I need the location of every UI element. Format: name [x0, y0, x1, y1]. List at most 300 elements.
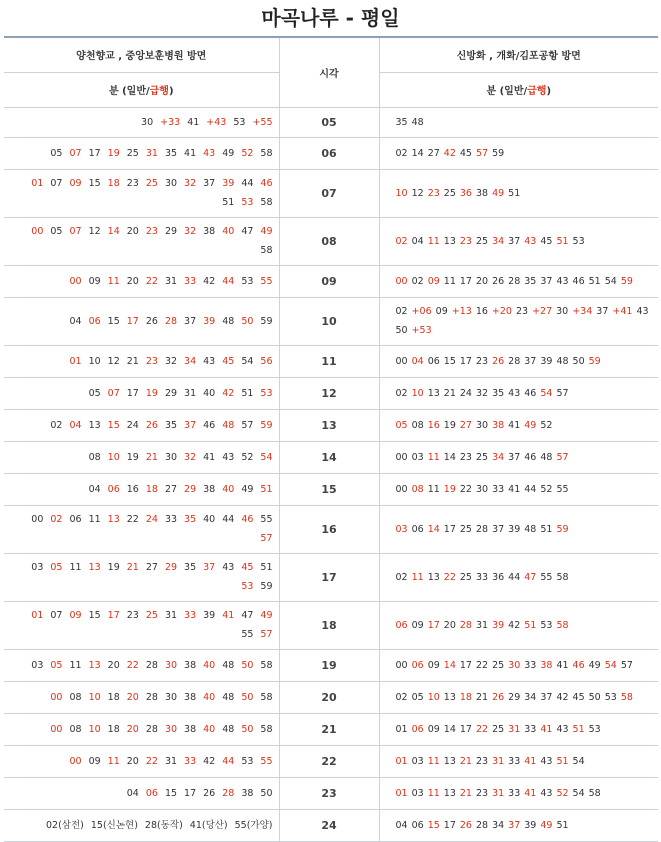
minute: 28 [508, 275, 521, 287]
express-minute: 38 [492, 419, 505, 431]
minute: 04 [88, 483, 101, 495]
minute: 43 [540, 787, 553, 799]
express-minute: 29 [184, 483, 197, 495]
left-minutes-cell [4, 377, 279, 409]
table-row [4, 441, 658, 473]
express-minute: 19 [107, 147, 120, 159]
right-minutes-cell [379, 169, 658, 217]
minute: 08 [69, 723, 82, 735]
right-minutes-cell [379, 217, 658, 265]
express-minute: 24 [145, 514, 158, 525]
express-minute: 26 [492, 355, 505, 367]
minute: 09 [427, 723, 440, 735]
minute: 29 [164, 226, 178, 237]
minute: 44 [508, 571, 521, 583]
express-minute: 41 [524, 787, 537, 799]
table-row [4, 409, 658, 441]
minute: 17 [459, 659, 472, 671]
minute: 35 [395, 116, 408, 128]
express-minute: 04 [69, 419, 82, 431]
express-minute: 00 [50, 691, 63, 703]
minute: 15 [88, 610, 101, 621]
minute: 46 [524, 451, 537, 463]
minute: 48 [222, 723, 235, 735]
minute: 36 [492, 571, 505, 583]
minute: 49 [588, 659, 601, 671]
minute: 37 [596, 306, 609, 317]
minute: 55 [540, 571, 553, 583]
minute: 43 [508, 387, 521, 399]
minute: 52 [241, 451, 254, 463]
minute: 27 [145, 562, 158, 573]
minute: 11 [69, 659, 82, 671]
table-row [4, 137, 658, 169]
express-minute: 06 [411, 723, 424, 735]
minute: 41 [508, 419, 521, 431]
minute: 35 [164, 419, 178, 431]
minute: 24 [459, 387, 472, 399]
minute: 33 [524, 659, 537, 671]
express-minute: 11 [427, 787, 440, 799]
minute: 37 [540, 691, 553, 703]
minute: 05 [50, 147, 63, 159]
minute: 23 [475, 787, 489, 799]
minute: 42 [203, 275, 216, 287]
left-minute-legend: 분 (일반/급행) [4, 72, 279, 107]
hour-cell: 14 [279, 441, 379, 473]
minute: 48 [411, 116, 424, 128]
minute: 04 [126, 787, 139, 799]
left-minutes-cell [4, 137, 279, 169]
express-minute: 51 [524, 619, 537, 631]
minute: 22 [459, 483, 472, 495]
express-minute: 21 [145, 451, 158, 463]
minute: 46 [203, 419, 216, 431]
minute: 06 [411, 819, 424, 831]
minute: 30 [164, 178, 178, 189]
minute: 57 [556, 387, 569, 399]
minute: 04 [395, 819, 408, 831]
express-minute: 17 [107, 610, 120, 621]
minute: 25 [475, 451, 489, 463]
express-minute: 54 [260, 451, 273, 463]
express-minute: 30 [508, 659, 521, 671]
express-minute: 46 [260, 178, 273, 189]
minute: 35 [524, 275, 537, 287]
express-minute: 21 [459, 787, 472, 799]
minute: 51 [540, 523, 553, 535]
express-minute: 40 [203, 659, 216, 671]
hour-cell: 11 [279, 345, 379, 377]
minute: 27 [427, 147, 440, 159]
express-minute: 18 [145, 483, 158, 495]
minute: 48 [524, 523, 537, 535]
minute: 58 [260, 723, 273, 735]
express-minute: 42 [222, 387, 235, 399]
express-minute: 49 [260, 610, 273, 621]
minute: 38 [184, 691, 197, 703]
minute: 13 [443, 691, 456, 703]
minute: 30 [475, 419, 489, 431]
express-minute: 58 [620, 691, 633, 703]
express-minute: 09 [69, 610, 82, 621]
minute: 05 [88, 387, 101, 399]
hour-cell: 13 [279, 409, 379, 441]
minute: 59 [260, 581, 273, 592]
minute: 28 [475, 819, 489, 831]
table-row [4, 217, 658, 265]
minute: 41 [184, 147, 197, 159]
express-minute: 31 [145, 147, 158, 159]
minute: 50 [572, 355, 585, 367]
minute: 14 [443, 723, 456, 735]
right-minutes-cell [379, 681, 658, 713]
express-minute: 34 [184, 355, 197, 367]
minute: 53 [241, 275, 254, 287]
express-minute: 43 [524, 235, 537, 247]
minute: 11 [88, 514, 101, 525]
express-minute: +27 [532, 306, 553, 317]
express-minute: 57 [260, 629, 273, 640]
hour-cell: 09 [279, 265, 379, 297]
minute: 12 [107, 355, 120, 367]
minute: 53 [604, 691, 617, 703]
express-minute: 50 [241, 315, 254, 327]
minute: 23 [459, 451, 472, 463]
express-minute: 01 [395, 787, 408, 799]
minute: 02 [395, 571, 408, 583]
minute: 04 [411, 235, 424, 247]
express-minute: 10 [411, 387, 424, 399]
minute: 17 [443, 819, 456, 831]
minute: 30 [164, 451, 178, 463]
minute: 23 [475, 755, 489, 767]
express-minute: 23 [427, 187, 440, 199]
express-minute: 53 [260, 387, 273, 399]
express-minute: 45 [241, 562, 254, 573]
minute: 26 [492, 275, 505, 287]
minute: 37 [540, 275, 553, 287]
right-minutes-cell [379, 377, 658, 409]
minute: 37 [508, 451, 521, 463]
minute: 53 [233, 116, 246, 128]
express-minute: 32 [184, 451, 197, 463]
right-minute-legend: 분 (일반/급행) [379, 72, 658, 107]
right-minutes-cell [379, 441, 658, 473]
minute: 28 [508, 355, 521, 367]
minute: 44 [241, 178, 254, 189]
express-minute: 00 [69, 755, 82, 767]
table-row [4, 297, 658, 345]
hour-cell: 06 [279, 137, 379, 169]
minute: 31 [164, 610, 178, 621]
minute: 43 [222, 562, 235, 573]
minute: 09 [88, 275, 101, 287]
minute: 39 [524, 819, 537, 831]
table-row [4, 169, 658, 217]
minute: 59 [492, 147, 505, 159]
express-minute: 27 [459, 419, 472, 431]
table-row [4, 553, 658, 601]
minute: 33 [508, 755, 521, 767]
minute: 31 [475, 619, 489, 631]
minute: 48 [222, 315, 235, 327]
express-minute: 33 [184, 275, 197, 287]
express-minute: 25 [145, 178, 158, 189]
minute: 58 [260, 691, 273, 703]
minute: 11 [443, 275, 456, 287]
express-minute: 05 [50, 562, 63, 573]
left-minutes-cell [4, 713, 279, 745]
express-minute: 41 [524, 755, 537, 767]
express-minute: 23 [145, 226, 158, 237]
minute: 23 [515, 306, 529, 317]
minute: 53 [540, 619, 553, 631]
express-minute: 07 [69, 147, 82, 159]
right-minutes-cell [379, 137, 658, 169]
left-minutes-cell [4, 409, 279, 441]
express-minute: 34 [492, 235, 505, 247]
minute: 23 [475, 355, 489, 367]
minute: 44 [524, 483, 537, 495]
minute: 08 [411, 419, 424, 431]
express-minute: 51 [260, 483, 273, 495]
minute: 23 [126, 610, 139, 621]
minute: 41 [508, 483, 521, 495]
right-minutes-cell [379, 265, 658, 297]
express-minute: +13 [451, 306, 472, 317]
express-minute: 10 [88, 723, 101, 735]
hour-cell: 23 [279, 777, 379, 809]
minute: 02 [50, 419, 63, 431]
express-minute: 45 [222, 355, 235, 367]
minute: 01 [395, 723, 408, 735]
minute: 58 [260, 245, 273, 256]
minute: 47 [241, 610, 254, 621]
minute: 46 [524, 387, 537, 399]
express-minute: 59 [556, 523, 569, 535]
express-minute: 53 [241, 197, 254, 208]
express-minute: 11 [427, 235, 440, 247]
minute: 30 [164, 691, 178, 703]
minute: 13 [443, 235, 456, 247]
express-minute: 39 [203, 315, 216, 327]
express-minute: 58 [556, 619, 569, 631]
minute: 41 [187, 116, 200, 128]
express-minute: 06 [411, 659, 424, 671]
express-minute: 39 [492, 619, 505, 631]
express-minute: 15 [107, 419, 120, 431]
left-minutes-cell [4, 345, 279, 377]
minute: 51 [556, 819, 569, 831]
hour-cell: 18 [279, 601, 379, 649]
minute: 09 [427, 659, 440, 671]
express-minute: 01 [69, 355, 82, 367]
left-minutes-cell [4, 297, 279, 345]
left-minutes-cell [4, 107, 279, 137]
express-minute: 31 [508, 723, 521, 735]
express-minute: 10 [88, 691, 101, 703]
express-minute: 14 [107, 226, 120, 237]
minute: 04 [69, 315, 82, 327]
minute: 21 [475, 691, 489, 703]
minute: 15 [164, 787, 178, 799]
minute: 51 [588, 275, 601, 287]
minute: 43 [556, 275, 569, 287]
express-minute: 51 [572, 723, 585, 735]
page-title: 마곡나루 - 평일 [261, 6, 400, 30]
minute: 26 [203, 787, 216, 799]
express-minute: 55 [260, 275, 273, 287]
express-minute: 46 [241, 514, 254, 525]
minute: 20 [443, 619, 456, 631]
express-minute: 28 [459, 619, 472, 631]
minute: 50 [588, 691, 601, 703]
minute: 15(신논현) [90, 819, 138, 831]
express-minute: 44 [222, 755, 235, 767]
left-minutes-cell [4, 473, 279, 505]
express-minute: 54 [540, 387, 553, 399]
minute: 39 [508, 523, 521, 535]
minute: 38 [184, 659, 197, 671]
minute: 47 [241, 226, 254, 237]
minute: 51 [508, 187, 521, 199]
minute: 33 [524, 723, 537, 735]
minute: 55 [556, 483, 569, 495]
minute: 19 [443, 419, 456, 431]
express-minute: 50 [241, 659, 254, 671]
express-minute: 34 [492, 451, 505, 463]
express-minute: 54 [604, 659, 617, 671]
minute: 05 [50, 226, 63, 237]
express-minute: 51 [556, 235, 569, 247]
minute: 28 [475, 523, 489, 535]
hour-cell: 15 [279, 473, 379, 505]
minute: 48 [222, 659, 235, 671]
minute: 40 [203, 514, 216, 525]
express-minute: 06 [88, 315, 101, 327]
express-minute: 49 [524, 419, 537, 431]
hour-cell: 05 [279, 107, 379, 137]
express-minute: 41 [222, 610, 235, 621]
minute: 42 [556, 691, 569, 703]
minute: 20 [126, 226, 139, 237]
minute: 51 [241, 387, 254, 399]
minute: 21 [443, 387, 456, 399]
express-minute: 31 [492, 755, 505, 767]
minute: 28 [145, 691, 158, 703]
express-minute: +53 [411, 325, 432, 336]
express-minute: 16 [427, 419, 440, 431]
right-minutes-cell [379, 649, 658, 681]
minute: 38 [184, 723, 197, 735]
express-minute: 00 [50, 723, 63, 735]
express-minute: 22 [145, 755, 158, 767]
express-minute: 22 [443, 571, 456, 583]
minute: 37 [524, 355, 537, 367]
minute: 39 [203, 610, 216, 621]
minute: 41 [556, 659, 569, 671]
minute: 21 [126, 355, 139, 367]
express-minute: 17 [427, 619, 440, 631]
express-minute: 10 [395, 187, 408, 199]
minute: 50 [260, 787, 273, 799]
minute: 43 [203, 355, 216, 367]
hour-cell: 20 [279, 681, 379, 713]
express-minute: 37 [508, 819, 521, 831]
express-minute: 42 [443, 147, 456, 159]
table-row [4, 809, 658, 841]
minute: 17 [459, 723, 472, 735]
minute: 15 [443, 355, 456, 367]
minute: 40 [203, 387, 216, 399]
express-minute: 22 [126, 659, 139, 671]
express-minute: 17 [126, 315, 139, 327]
minute: 38 [241, 787, 254, 799]
minute: 53 [241, 755, 254, 767]
minute: 48 [556, 355, 569, 367]
express-minute: 40 [203, 691, 216, 703]
express-minute: 00 [69, 275, 82, 287]
minute: 48 [540, 451, 553, 463]
express-minute: 01 [31, 178, 44, 189]
minute: 11 [69, 562, 82, 573]
hour-cell: 19 [279, 649, 379, 681]
table-row [4, 777, 658, 809]
express-minute: 00 [395, 275, 408, 287]
hour-cell: 24 [279, 809, 379, 841]
express-minute: 14 [443, 659, 456, 671]
table-row [4, 107, 658, 137]
minute: 18 [107, 691, 120, 703]
right-minutes-cell [379, 777, 658, 809]
minute: 42 [203, 755, 216, 767]
table-row [4, 345, 658, 377]
express-minute: 19 [145, 387, 158, 399]
minute: 57 [620, 659, 633, 671]
hour-cell: 08 [279, 217, 379, 265]
express-minute: 28 [164, 315, 178, 327]
hour-cell: 07 [279, 169, 379, 217]
minute: 06 [427, 355, 440, 367]
minute: 31 [164, 755, 178, 767]
minute: 55 [241, 629, 254, 640]
minute: 24 [126, 419, 139, 431]
express-minute: 06 [395, 619, 408, 631]
express-minute: 46 [572, 659, 585, 671]
minute: 46 [572, 275, 585, 287]
right-minutes-cell [379, 713, 658, 745]
express-minute: 11 [107, 755, 120, 767]
express-minute: 40 [203, 723, 216, 735]
table-row [4, 745, 658, 777]
minute: 09 [411, 619, 424, 631]
table-row [4, 601, 658, 649]
left-minutes-cell [4, 265, 279, 297]
express-minute: 11 [107, 275, 120, 287]
minute: 43 [222, 451, 235, 463]
minute: 38 [203, 226, 216, 237]
minute: 00 [31, 514, 44, 525]
minute: 58 [556, 571, 569, 583]
express-minute: 59 [588, 355, 601, 367]
express-minute: 28 [222, 787, 235, 799]
minute: 58 [260, 659, 273, 671]
express-minute: 06 [145, 787, 158, 799]
minute: 38 [475, 187, 489, 199]
right-minutes-cell [379, 745, 658, 777]
minute: 17 [443, 523, 456, 535]
